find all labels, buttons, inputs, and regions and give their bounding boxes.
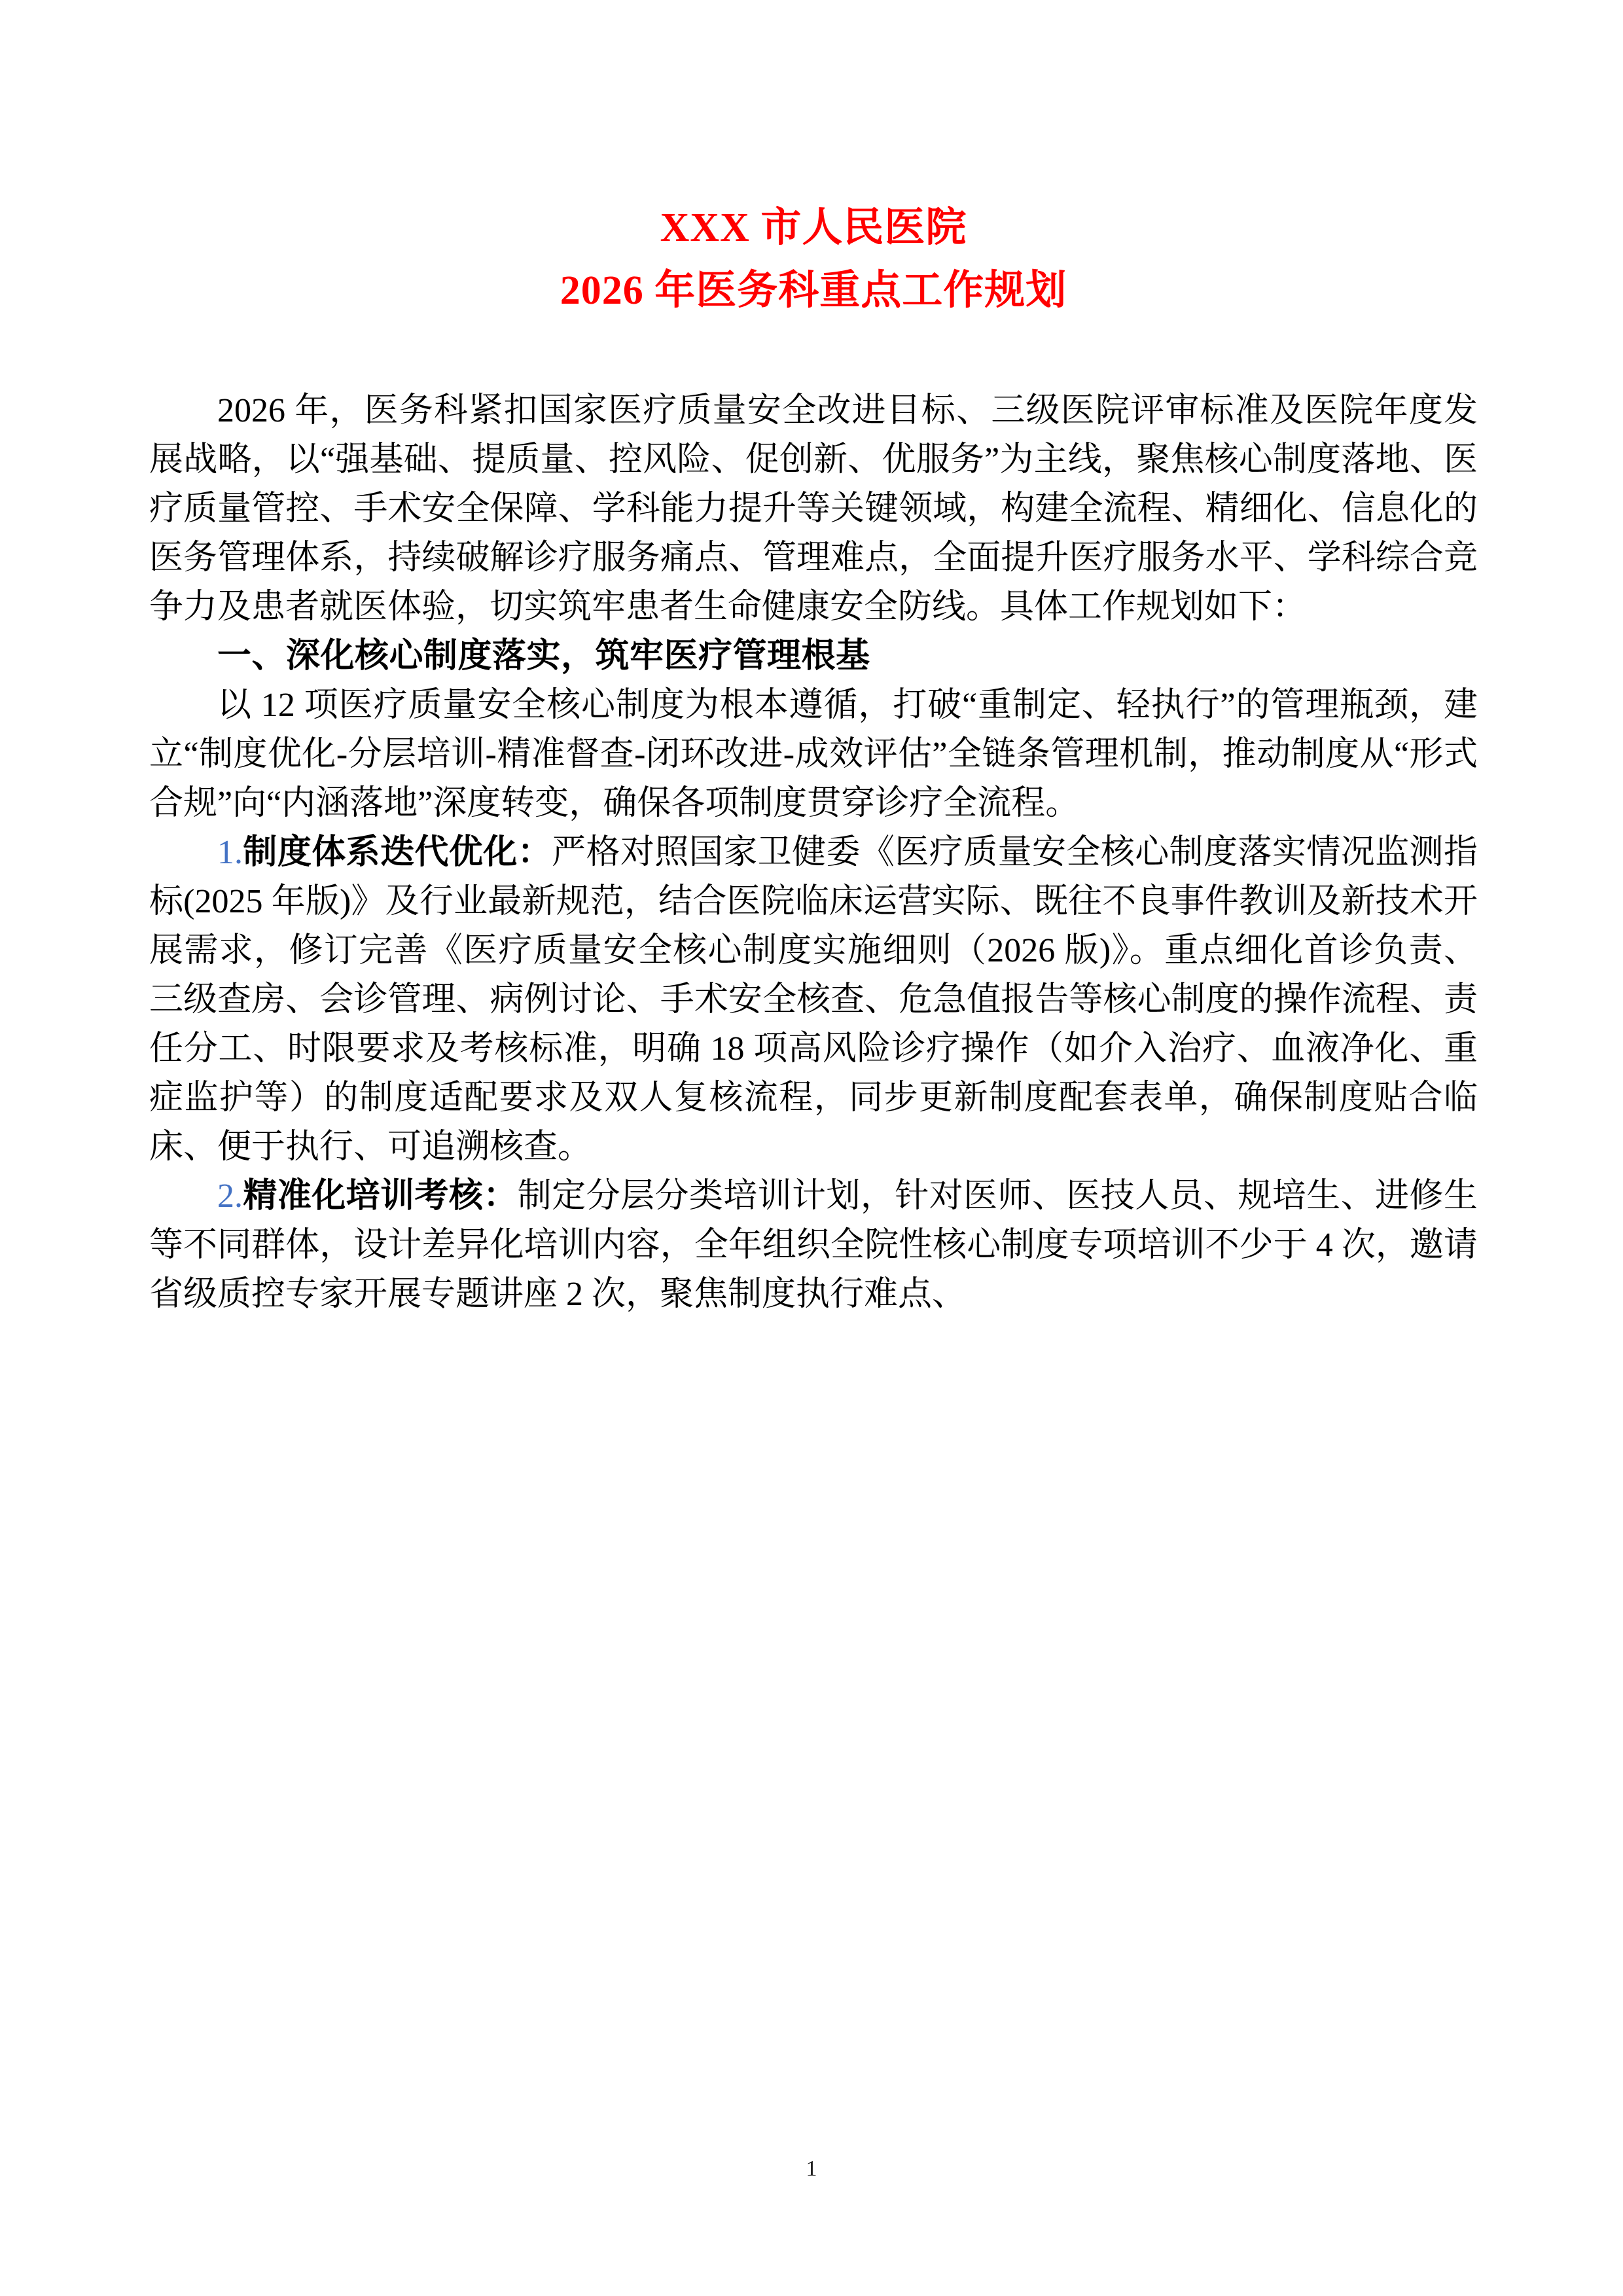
page-number: 1 <box>806 2157 817 2181</box>
title-top-spacer <box>149 0 1478 196</box>
section-1-heading: 一、深化核心制度落实，筑牢医疗管理根基 <box>217 637 870 675</box>
document-content <box>149 0 1478 1319</box>
list-item-term: 制度体系迭代优化 <box>243 833 518 871</box>
title-bottom-spacer <box>149 322 1478 386</box>
list-item-text: 制定分层分类培训计划，针对医师、医技人员、规培生、进修生等不同群体，设计差异化培训内容，全年组织全院性核心制度专项培训不少于 4 次，邀请省级质控专家开展专题讲座 2 次，聚焦制度执行难点、 <box>149 1177 1478 1313</box>
document-title-line-2: 2026 年医务科重点工作规划 <box>560 268 1067 313</box>
list-item-number: 2. <box>217 1177 243 1215</box>
section-1-paragraph: 以 12 项医疗质量安全核心制度为根本遵循，打破“重制定、轻执行”的管理瓶颈，建立“制度优化-分层培训-精准督查-闭环改进-成效评估”全链条管理机制，推动制度从“形式合规”向“内涵落地”深度转变，确保各项制度贯穿诊疗全流程。 <box>149 687 1478 822</box>
list-item-text: 严格对照国家卫健委《医疗质量安全核心制度落实情况监测指标(2025 年版)》及行业最新规范，结合医院临床运营实际、既往不良事件教训及新技术开展需求，修订完善《医疗质量安全核心制度实施细则（2026 版)》。重点细化首诊负责、三级查房、会诊管理、病例讨论、手术安全核查、危急值报告等核心制度的操作流程、责任分工、时限要求及考核标准，明确 18 项高风险诊疗操作（如介入治疗、血液净化、重症监护等）的制度适配要求及双人复核流程，同步更新制度配套表单，确保制度贴合临床、便于执行、可追溯核查。 <box>149 834 1478 1166</box>
list-item <box>149 828 1478 1172</box>
intro-paragraph: 2026 年，医务科紧扣国家医疗质量安全改进目标、三级医院评审标准及医院年度发展战略，以“强基础、提质量、控风险、促创新、优服务”为主线，聚焦核心制度落地、医疗质量管控、手术安全保障、学科能力提升等关键领域，构建全流程、精细化、信息化的医务管理体系，持续破解诊疗服务痛点、管理难点，全面提升医疗服务水平、学科综合竞争力及患者就医体验，切实筑牢患者生命健康安全防线。具体工作规划如下： <box>149 392 1478 626</box>
list-item-separator: ： <box>517 833 552 871</box>
list-item <box>149 1172 1478 1319</box>
list-item-separator: ： <box>483 1177 518 1215</box>
document-title-line-1: XXX 市人民医院 <box>660 206 967 250</box>
list-item-number: 1. <box>217 834 243 871</box>
list-item-term: 精准化培训考核 <box>243 1177 484 1215</box>
